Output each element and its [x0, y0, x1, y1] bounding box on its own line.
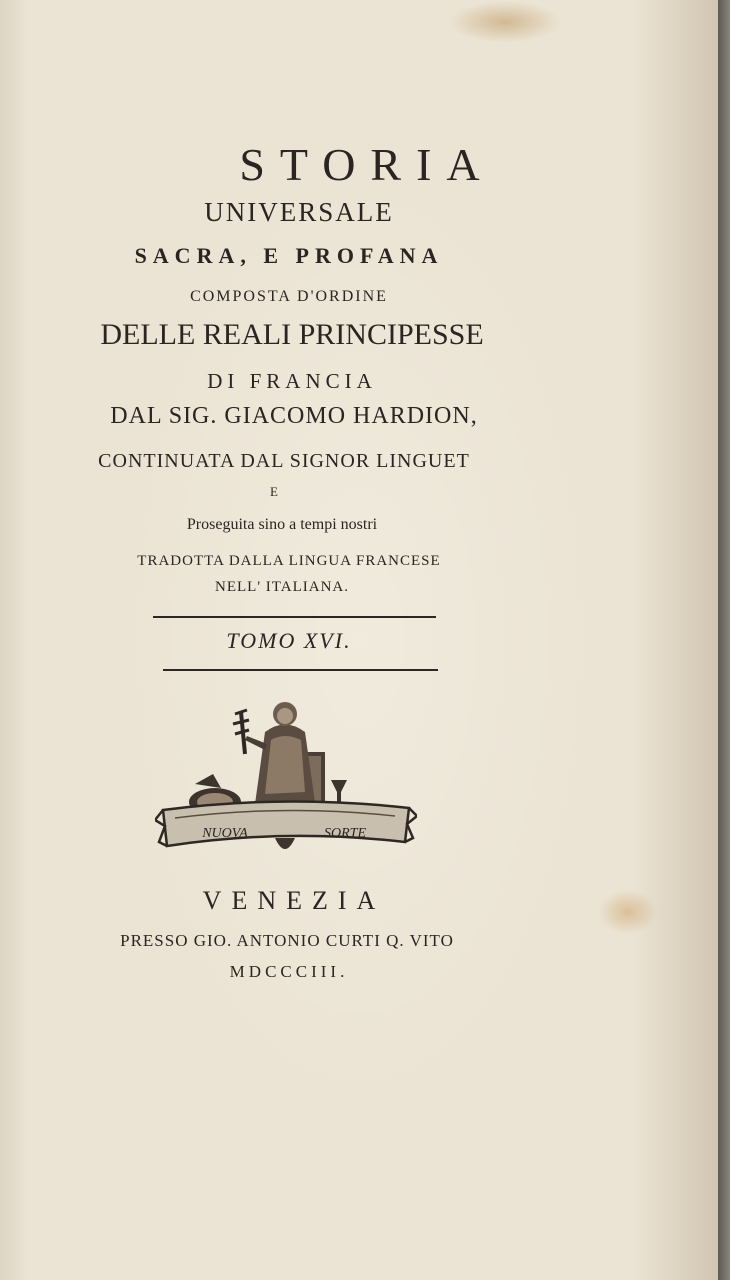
allegorical-figure-woodcut-icon: [155, 692, 417, 870]
volume-line: TOMO XVI.: [226, 628, 352, 653]
conjunction-line: E: [270, 484, 278, 499]
banner-text-left: NUOVA: [202, 826, 248, 841]
rule-bottom: [163, 669, 438, 671]
continued-2-line: Proseguita sino a tempi nostri: [186, 516, 378, 533]
translated-line-2: NELL' ITALIANA.: [215, 579, 349, 595]
princesses-line: DELLE REALI PRINCIPESSE: [100, 318, 484, 351]
translated-line-1: TRADOTTA DALLA LINGUA FRANCESE: [137, 553, 441, 569]
imprint-year: MDCCCIII.: [229, 962, 349, 981]
book-edge: [718, 0, 730, 1280]
subtitle-sacra-profana: SACRA, E PROFANA: [134, 243, 444, 268]
continued-line: CONTINUATA DAL SIGNOR LINGUET: [98, 450, 470, 472]
subtitle-universale: UNIVERSALE: [204, 197, 394, 227]
imprint-city: VENEZIA: [202, 886, 386, 915]
rule-top: [153, 616, 436, 618]
composed-line: COMPOSTA D'ORDINE: [190, 288, 388, 305]
author-line: DAL SIG. GIACOMO HARDION,: [110, 403, 478, 429]
banner-text-right: SORTE: [324, 826, 366, 841]
imprint-publisher: PRESSO GIO. ANTONIO CURTI Q. VITO: [120, 931, 454, 950]
book-title: STORIA: [239, 139, 495, 190]
country-line: DI FRANCIA: [207, 369, 377, 393]
